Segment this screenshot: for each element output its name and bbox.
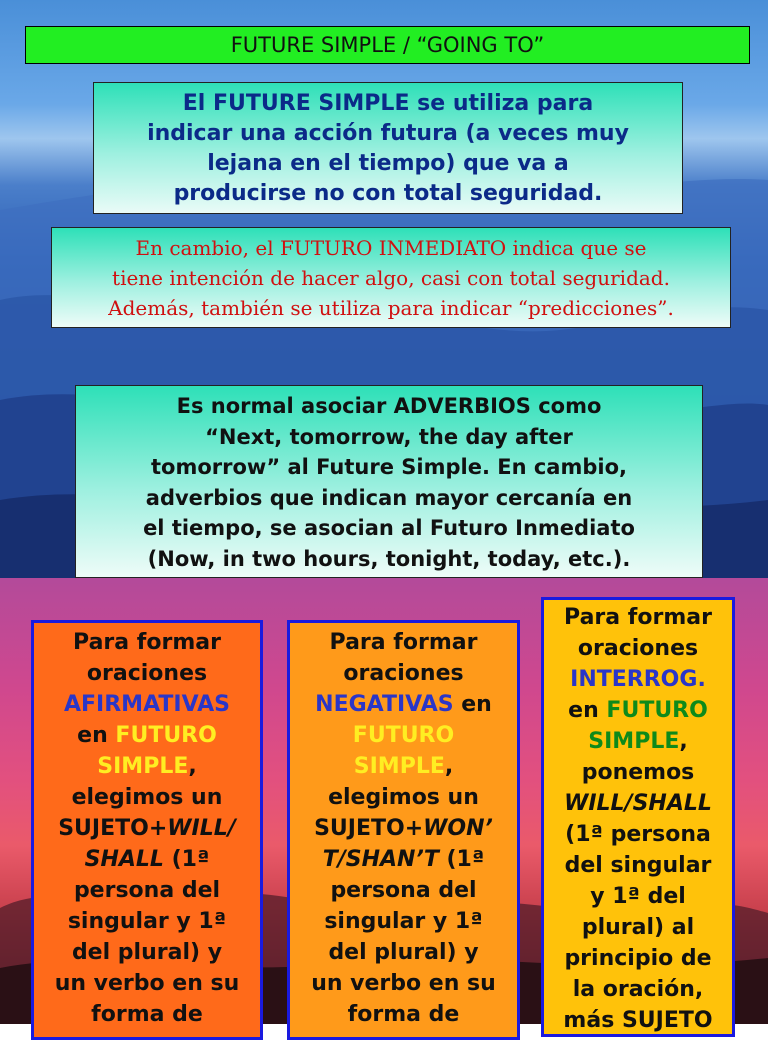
text-line: ponemos bbox=[581, 760, 695, 785]
simple-keyword: SIMPLE bbox=[588, 729, 680, 754]
text-line: oraciones bbox=[86, 661, 208, 686]
text-line: tiene intención de hacer algo, casi con total seguridad. bbox=[112, 266, 670, 290]
text-line: Para formar bbox=[329, 630, 478, 655]
text-fragment: en bbox=[77, 723, 108, 748]
text-line: (1ª persona bbox=[565, 822, 711, 847]
text-fragment: en bbox=[453, 692, 492, 717]
text-line: Para formar bbox=[73, 630, 221, 655]
text-line: Es normal asociar ADVERBIOS como bbox=[176, 394, 602, 418]
text-line bbox=[544, 695, 732, 726]
text-line: oraciones bbox=[343, 661, 464, 686]
text-line: indicar una acción futura (a veces muy bbox=[147, 121, 629, 146]
text-line: adverbios que indican mayor cercanía en bbox=[145, 485, 633, 510]
text-line: (Now, in two hours, tonight, today, etc.). bbox=[147, 546, 631, 571]
text-fragment: (1ª bbox=[163, 847, 210, 872]
text-line: del plural) y bbox=[71, 940, 223, 965]
text-line bbox=[34, 720, 260, 751]
shall-keyword: SHALL bbox=[84, 847, 164, 872]
futuro-keyword: FUTURO bbox=[606, 698, 708, 723]
futuro-inmediato-description bbox=[51, 227, 731, 328]
text-line: más SUJETO bbox=[563, 1008, 713, 1033]
interrogativas-column bbox=[541, 597, 735, 1037]
will-shall-keyword: WILL/SHALL bbox=[564, 791, 712, 816]
futuro-keyword: FUTURO bbox=[352, 723, 455, 748]
text-line: elegimos un bbox=[328, 785, 479, 810]
text-line bbox=[290, 751, 517, 782]
afirmativas-column bbox=[31, 620, 263, 1040]
text-line: el tiempo, se asocian al Futuro Inmediato bbox=[143, 516, 635, 540]
text-line: un verbo en su bbox=[311, 971, 496, 996]
text-fragment: (1ª bbox=[438, 847, 485, 872]
text-line: lejana en el tiempo) que va a bbox=[207, 151, 569, 176]
text-fragment: SUJETO+ bbox=[314, 816, 424, 841]
text-fragment: , bbox=[679, 729, 688, 754]
text-line: plural) al bbox=[581, 915, 695, 940]
negativas-keyword: NEGATIVAS bbox=[315, 692, 454, 717]
will-keyword: WILL/ bbox=[167, 816, 236, 841]
text-line bbox=[290, 689, 517, 720]
text-line: “Next, tomorrow, the day after bbox=[205, 424, 573, 449]
wont-keyword: WON’ bbox=[423, 816, 493, 841]
slide-title: FUTURE SIMPLE / “GOING TO” bbox=[25, 26, 750, 64]
text-fragment: , bbox=[444, 754, 454, 779]
text-line bbox=[290, 844, 517, 875]
text-line: persona del bbox=[330, 878, 477, 903]
text-fragment: en bbox=[568, 698, 599, 723]
text-line bbox=[34, 844, 260, 875]
text-line: y 1ª del bbox=[590, 884, 686, 909]
text-line: un verbo en su bbox=[54, 971, 240, 996]
text-line: Para formar bbox=[564, 605, 712, 630]
text-fragment: , bbox=[188, 754, 197, 779]
negativas-column bbox=[287, 620, 520, 1040]
simple-keyword: SIMPLE bbox=[353, 754, 445, 779]
futuro-keyword: FUTURO bbox=[115, 723, 217, 748]
text-line: El FUTURE SIMPLE se utiliza para bbox=[182, 91, 594, 116]
text-line bbox=[290, 813, 517, 844]
text-line: tomorrow” al Future Simple. En cambio, bbox=[151, 455, 627, 479]
text-line: producirse no con total seguridad. bbox=[173, 181, 603, 206]
text-line: forma de bbox=[91, 1002, 203, 1027]
text-line: persona del bbox=[73, 878, 221, 903]
text-line: del singular bbox=[564, 853, 712, 878]
text-line: singular y 1ª bbox=[324, 909, 483, 934]
simple-keyword: SIMPLE bbox=[97, 754, 189, 779]
text-line bbox=[34, 813, 260, 844]
shant-keyword: T/SHAN’T bbox=[322, 847, 439, 872]
text-line: la oración, bbox=[572, 977, 704, 1002]
text-line: Además, también se utiliza para indicar “predicciones”. bbox=[108, 296, 674, 320]
afirmativas-keyword: AFIRMATIVAS bbox=[64, 692, 230, 717]
text-line: En cambio, el FUTURO INMEDIATO indica que se bbox=[135, 236, 647, 260]
adverbios-description bbox=[75, 385, 703, 578]
text-line bbox=[544, 726, 732, 757]
text-line: forma de bbox=[347, 1002, 460, 1027]
text-line: elegimos un bbox=[71, 785, 223, 810]
text-line: principio de bbox=[564, 946, 712, 971]
text-line: singular y 1ª bbox=[67, 909, 227, 934]
text-line bbox=[34, 751, 260, 782]
interrog-keyword: INTERROG. bbox=[570, 667, 706, 692]
text-fragment: SUJETO+ bbox=[58, 816, 168, 841]
text-line: del plural) y bbox=[328, 940, 479, 965]
text-line: oraciones bbox=[577, 636, 699, 661]
future-simple-description bbox=[93, 82, 683, 214]
